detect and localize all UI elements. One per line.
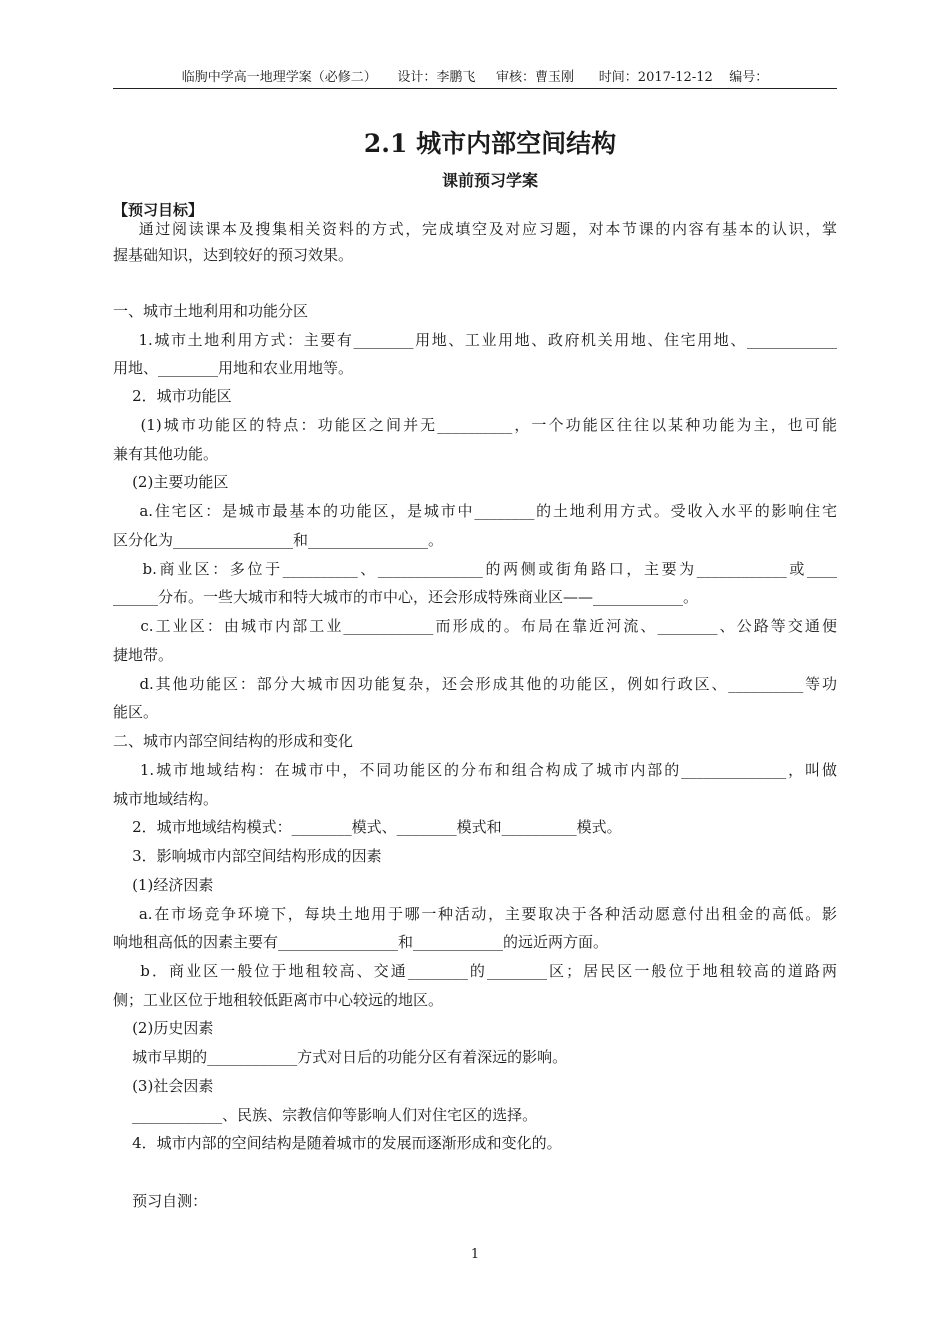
body-line: 捷地带。: [113, 646, 174, 664]
body-line: 城市地域结构。: [113, 790, 219, 808]
section-heading: 一、城市土地利用和功能分区: [113, 302, 309, 320]
body-line: (1)经济因素: [113, 876, 214, 894]
section-heading: 二、城市内部空间结构的形成和变化: [113, 732, 354, 750]
body-line: 兼有其他功能。: [113, 445, 219, 463]
body-line: 2．城市功能区: [113, 387, 232, 405]
body-line: 4．城市内部的空间结构是随着城市的发展而逐渐形成和变化的。: [113, 1134, 562, 1152]
body-line: 3．影响城市内部空间结构形成的因素: [113, 847, 382, 865]
body-line: 能区。: [113, 703, 159, 721]
body-line: ____________、民族、宗教信仰等影响人们对住宅区的选择。: [113, 1106, 538, 1124]
body-line: b．商业区一般位于地租较高、交通________的________区；居民区一般位于地租较高的道路两: [113, 962, 837, 980]
page-number: 1: [470, 1247, 480, 1262]
body-line: b.商业区：多位于__________、______________的两侧或街角路口，主要为____________或____: [113, 560, 837, 578]
body-line: d.其他功能区：部分大城市因功能复杂，还会形成其他的功能区，例如行政区、__________等功: [113, 675, 837, 693]
body-line: 2．城市地域结构模式：________模式、________模式和__________模式。: [113, 818, 622, 836]
body-line: ______分布。一些大城市和特大城市的市中心，还会形成特殊商业区——____________。: [113, 588, 699, 606]
body-line: (2)主要功能区: [113, 473, 229, 491]
body-line: (2)历史因素: [113, 1019, 214, 1037]
body-line: 侧；工业区位于地租较低距离市中心较远的地区。: [113, 991, 444, 1009]
body-line: (1)城市功能区的特点：功能区之间并无__________，一个功能区往往以某种功能为主，也可能: [113, 416, 837, 434]
body-line: 握基础知识，达到较好的预习效果。: [113, 246, 354, 264]
body-line: 响地租高低的因素主要有________________和____________的远近两方面。: [113, 933, 609, 951]
body-line: 1.城市土地利用方式：主要有________用地、工业用地、政府机关用地、住宅用地、____________: [113, 331, 837, 349]
body-line: 城市早期的____________方式对日后的功能分区有着深远的影响。: [113, 1048, 568, 1066]
body-line: 用地、________用地和农业用地等。: [113, 359, 354, 377]
page-header: 临朐中学高一地理学案（必修二） 设计：李鹏飞 审核：曹玉刚 时间：2017-12-12 编号：: [113, 66, 837, 89]
body-line: (3)社会因素: [113, 1077, 214, 1095]
body-line: 通过阅读课本及搜集相关资料的方式，完成填空及对应习题，对本节课的内容有基本的认识，掌: [113, 220, 837, 238]
body-line: c.工业区：由城市内部工业____________而形成的。布局在靠近河流、________、公路等交通便: [113, 617, 837, 635]
section-label-objectives: 【预习目标】: [113, 201, 204, 219]
body-line: 区分化为________________和________________。: [113, 531, 444, 549]
body-line: 预习自测：: [113, 1192, 208, 1210]
body-line: a.住宅区：是城市最基本的功能区，是城市中________的土地利用方式。受收入水平的影响住宅: [113, 502, 837, 520]
body-line: a.在市场竞争环境下，每块土地用于哪一种活动，主要取决于各种活动愿意付出租金的高低。影: [113, 905, 837, 923]
page-title: 2.1 城市内部空间结构: [363, 129, 617, 158]
body-line: 1.城市地域结构：在城市中，不同功能区的分布和组合构成了城市内部的______________，叫做: [113, 761, 837, 779]
page-subtitle: 课前预习学案: [441, 171, 538, 190]
